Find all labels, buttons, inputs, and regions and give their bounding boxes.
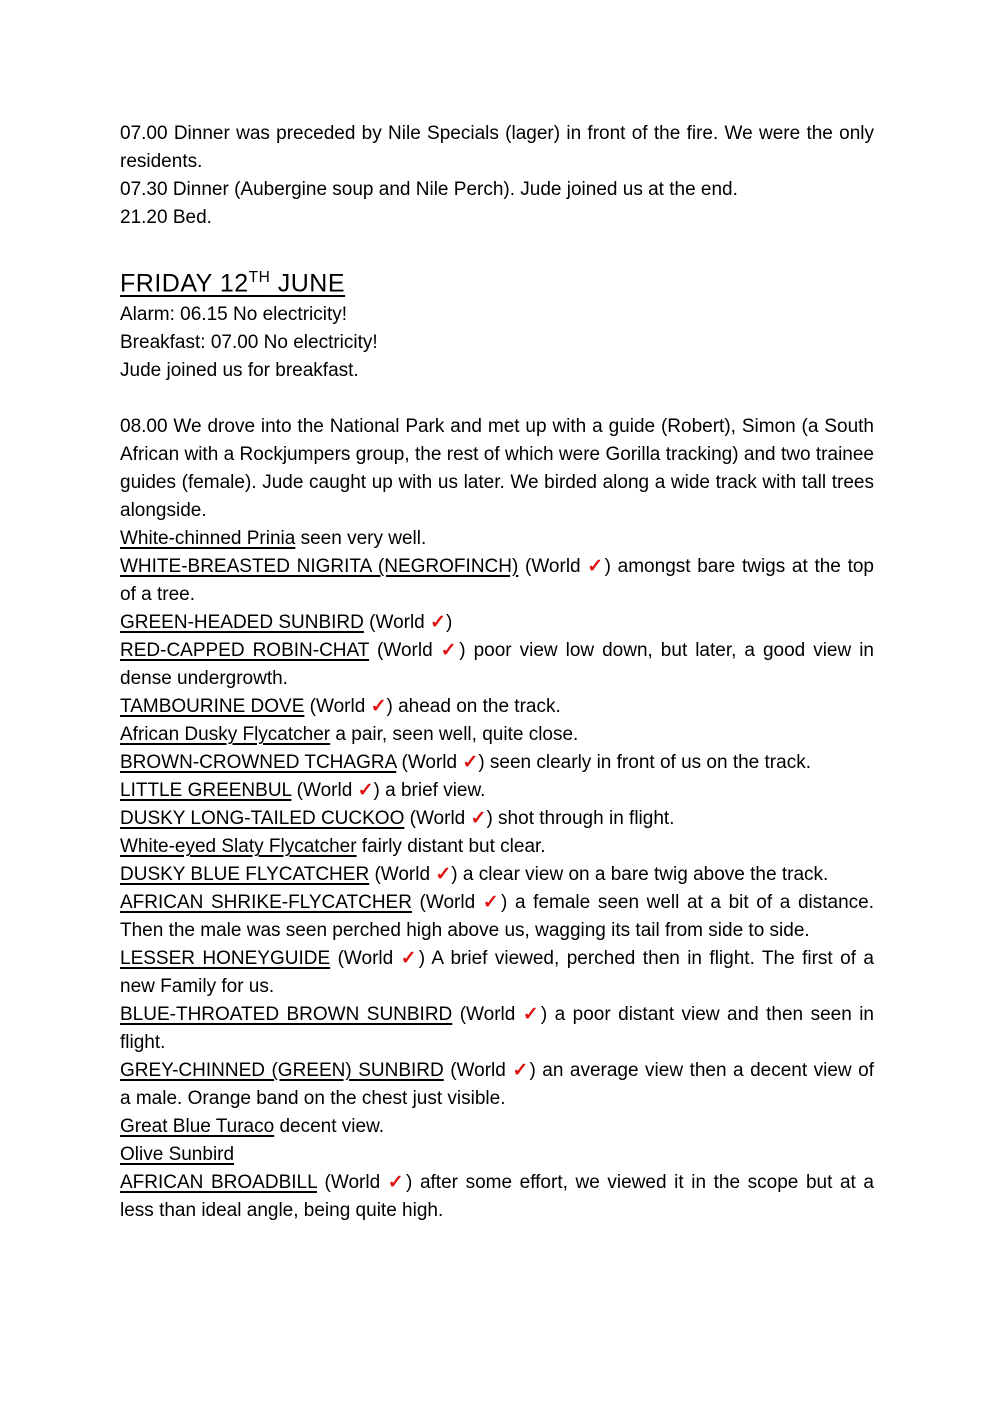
paragraph xyxy=(120,1169,874,1225)
paragraph xyxy=(120,833,874,861)
text-run: FRIDAY 12 xyxy=(120,269,249,298)
species-name: GREEN-HEADED SUNBIRD xyxy=(120,612,364,634)
paragraph xyxy=(120,553,874,609)
text-run: Breakfast: 07.00 No electricity! xyxy=(120,332,378,354)
text-run: ) a clear view on a bare twig above the track. xyxy=(451,864,829,886)
paragraph xyxy=(120,945,874,1001)
paragraph xyxy=(120,805,874,833)
check-icon: ✓ xyxy=(435,864,452,886)
species-name: GREY-CHINNED (GREEN) SUNBIRD xyxy=(120,1060,444,1082)
paragraph xyxy=(120,889,874,945)
text-run: ) an average view then a decent view of a male. Orange band on the chest just visible. xyxy=(120,1060,874,1110)
text-run: decent view. xyxy=(274,1116,385,1138)
check-icon: ✓ xyxy=(440,640,460,662)
check-icon: ✓ xyxy=(512,1060,530,1082)
ordinal-suffix: TH xyxy=(248,269,271,286)
paragraph xyxy=(120,693,874,721)
species-name: LESSER HONEYGUIDE xyxy=(120,948,331,970)
text-run: ) seen clearly in front of us on the track. xyxy=(478,752,811,774)
paragraph xyxy=(120,413,874,525)
text-run: Jude joined us for breakfast. xyxy=(120,360,359,382)
species-name: DUSKY LONG-TAILED CUCKOO xyxy=(120,808,405,830)
text-run: fairly distant but clear. xyxy=(356,836,546,858)
species-name: WHITE-BREASTED NIGRITA (NEGROFINCH) xyxy=(120,556,519,578)
check-icon: ✓ xyxy=(522,1004,541,1026)
check-icon: ✓ xyxy=(482,892,502,914)
text-run: (World xyxy=(316,1172,388,1194)
text-run: ) amongst bare twigs at the top of a tree. xyxy=(120,556,874,606)
text-run: Alarm: 06.15 No electricity! xyxy=(120,304,348,326)
species-name: AFRICAN SHRIKE-FLYCATCHER xyxy=(120,892,412,914)
text-run: (World xyxy=(369,640,441,662)
text-run: 07.00 Dinner was preceded by Nile Specials (lager) in front of the fire. We were the only residents. xyxy=(120,123,874,172)
text-run: 08.00 We drove into the National Park and met up with a guide (Robert), Simon (a South African with a Rockjumpers group, the rest of which were Gorilla tracking) and two trainee guides (female). Jude caught up with us later. We birded along a wide track with tall trees alongside. xyxy=(120,416,874,522)
text-run: (World xyxy=(369,864,436,886)
text-run: (World xyxy=(404,808,471,830)
species-name: Olive Sunbird xyxy=(120,1144,235,1166)
text-run: (World xyxy=(452,1004,523,1026)
text-run: 07.30 Dinner (Aubergine soup and Nile Perch). Jude joined us at the end. xyxy=(120,179,738,200)
text-run: ) after some effort, we viewed it in the scope but at a less than ideal angle, being quite high. xyxy=(120,1172,874,1222)
paragraph xyxy=(120,721,874,749)
blank-line xyxy=(120,232,874,260)
text-run: ) ahead on the track. xyxy=(386,696,561,718)
paragraph xyxy=(120,1057,874,1113)
check-icon: ✓ xyxy=(430,612,446,634)
species-name: DUSKY BLUE FLYCATCHER xyxy=(120,864,370,886)
paragraph xyxy=(120,861,874,889)
check-icon: ✓ xyxy=(357,780,374,802)
text-run: (World xyxy=(304,696,371,718)
species-name: RED-CAPPED ROBIN-CHAT xyxy=(120,640,370,662)
paragraph xyxy=(120,777,874,805)
paragraph xyxy=(120,1141,874,1169)
text-run: (World xyxy=(411,892,483,914)
blank-line xyxy=(120,385,874,413)
day-heading xyxy=(120,260,874,301)
paragraph xyxy=(120,609,874,637)
paragraph xyxy=(120,176,874,204)
paragraph xyxy=(120,357,874,385)
text-run: ) a poor distant view and then seen in flight. xyxy=(120,1004,875,1054)
species-name: BLUE-THROATED BROWN SUNBIRD xyxy=(120,1004,453,1026)
check-icon: ✓ xyxy=(370,696,387,718)
check-icon: ✓ xyxy=(462,752,479,774)
paragraph xyxy=(120,301,874,329)
paragraph xyxy=(120,1001,874,1057)
text-run: (World xyxy=(518,556,588,578)
text-run: (World xyxy=(396,752,463,774)
species-name: LITTLE GREENBUL xyxy=(120,780,292,802)
text-run: ) shot through in flight. xyxy=(486,808,675,830)
paragraph xyxy=(120,1113,874,1141)
paragraph xyxy=(120,637,874,693)
species-name: AFRICAN BROADBILL xyxy=(120,1172,317,1194)
check-icon: ✓ xyxy=(400,948,419,970)
paragraph xyxy=(120,329,874,357)
check-icon: ✓ xyxy=(387,1172,407,1194)
text-run: ) A brief viewed, perched then in flight. The first of a new Family for us. xyxy=(120,948,874,998)
check-icon: ✓ xyxy=(587,556,605,578)
paragraph xyxy=(120,525,874,553)
text-run: ) a female seen well at a bit of a distance. Then the male was seen perched high above us, wagging its tail from side to side. xyxy=(120,892,874,942)
species-name: BROWN-CROWNED TCHAGRA xyxy=(120,752,397,774)
text-run: (World xyxy=(363,612,431,634)
paragraph xyxy=(120,749,874,777)
text-run: a pair, seen well, quite close. xyxy=(330,724,579,746)
species-name: African Dusky Flycatcher xyxy=(120,724,331,746)
species-name: White-eyed Slaty Flycatcher xyxy=(120,836,357,858)
species-name: TAMBOURINE DOVE xyxy=(120,696,305,718)
species-name: Great Blue Turaco xyxy=(120,1116,275,1138)
text-run: (World xyxy=(330,948,401,970)
paragraph xyxy=(120,120,874,176)
text-run: ) xyxy=(445,612,453,634)
text-run: seen very well. xyxy=(295,528,427,550)
text-run: ) a brief view. xyxy=(373,780,486,802)
text-run: (World xyxy=(443,1060,513,1082)
text-run: ) poor view low down, but later, a good view in dense undergrowth. xyxy=(120,640,874,690)
text-run: JUNE xyxy=(270,269,346,298)
paragraph xyxy=(120,204,874,232)
species-name: White-chinned Prinia xyxy=(120,528,296,550)
text-run: 21.20 Bed. xyxy=(120,207,212,228)
text-run: (World xyxy=(291,780,358,802)
check-icon: ✓ xyxy=(470,808,487,830)
